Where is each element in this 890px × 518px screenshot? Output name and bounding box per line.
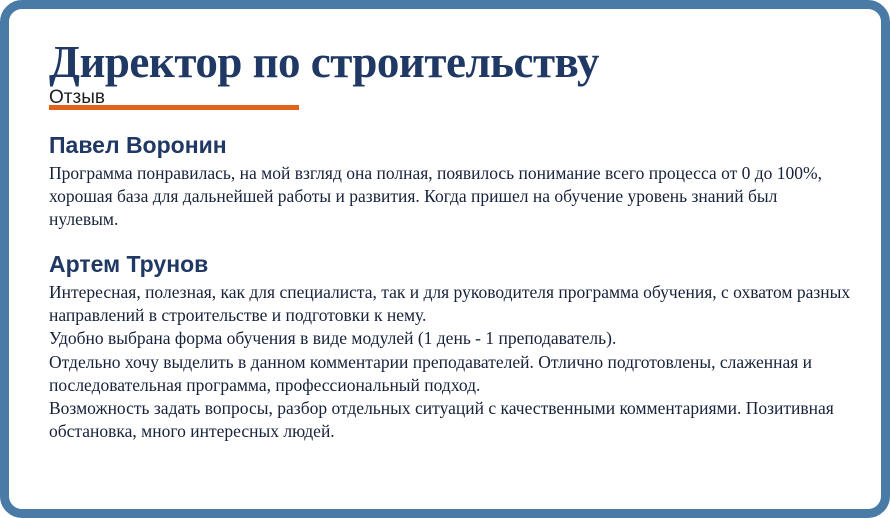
review-block (49, 132, 851, 231)
page-subtitle: Отзыв (49, 87, 105, 109)
review-paragraph: Программа понравилась, на мой взгляд она полная, появилось понимание всего процесса от 0 до 100%, хорошая база для дальнейшей работы и развития. Когда пришел на обучение уровень знаний был нулевым. (49, 162, 822, 230)
reviewer-name: Павел Воронин (49, 132, 227, 159)
slide-content (49, 39, 851, 464)
review-paragraph: Возможность задать вопросы, разбор отдельных ситуаций с качественными комментариями. Позитивная обстановка, много интересных людей. (49, 398, 834, 442)
review-paragraph: Отдельно хочу выделить в данном комментарии преподавателей. Отлично подготовлены, слаженная и последовательная программа, профессиональный подход. (49, 351, 813, 395)
review-block (49, 251, 851, 443)
slide-canvas (9, 9, 881, 509)
page-title: Директор по строительству (49, 37, 599, 87)
review-text (49, 281, 851, 444)
review-text (49, 162, 851, 232)
reviewer-name: Артем Трунов (49, 251, 209, 278)
review-paragraph: Интересная, полезная, как для специалиста, так и для руководителя программа обучения, с охватом разных направлений в строительстве и подготовки к нему. (49, 281, 851, 326)
review-paragraph: Удобно выбрана форма обучения в виде модулей (1 день - 1 преподаватель). (49, 328, 617, 349)
